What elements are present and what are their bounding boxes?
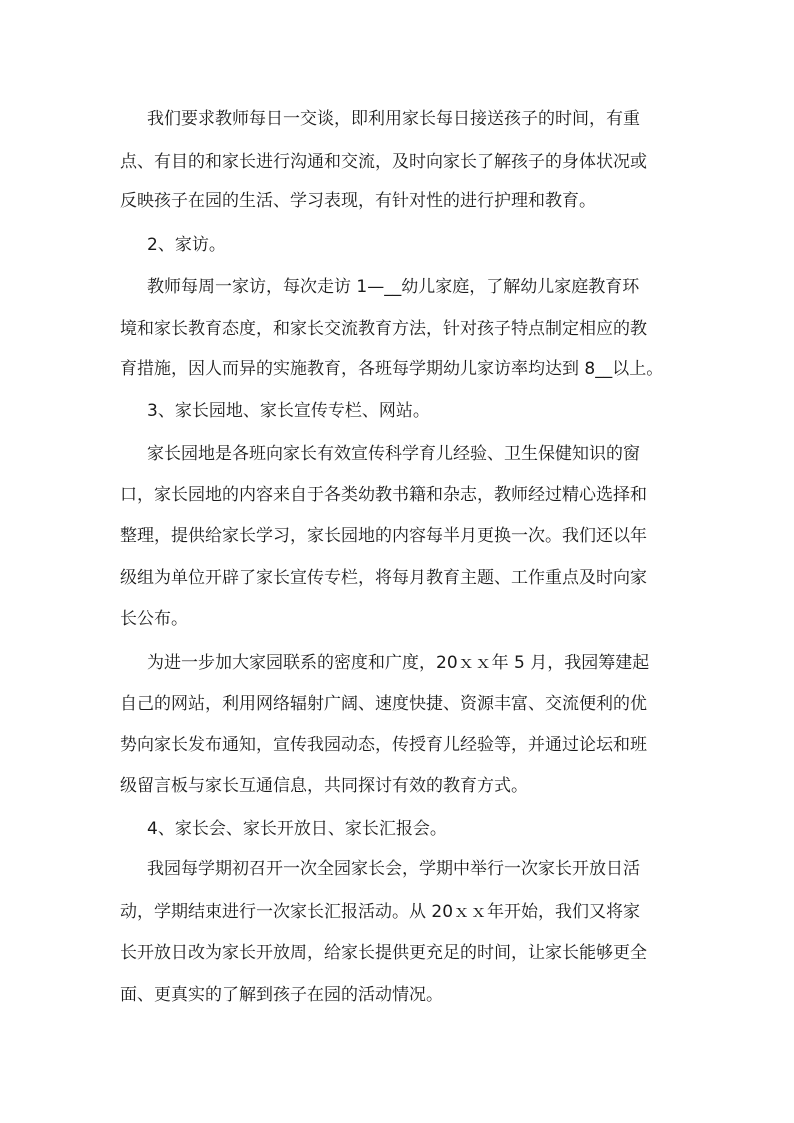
text-line: 境和家长教育态度，和家长交流教育方法，针对孩子特点制定相应的教	[120, 319, 647, 339]
text-line: 级留言板与家长互通信息，共同探讨有效的教育方式。	[120, 776, 528, 796]
text-line: 为进一步加大家园联系的密度和广度，20ｘｘ年 5 月，我园筹建起	[147, 653, 650, 673]
text-line: 动，学期结束进行一次家长汇报活动。从 20ｘｘ年开始，我们又将家	[120, 902, 641, 922]
section-heading: 4、家长会、家长开放日、家长汇报会。	[147, 819, 447, 839]
text-line: 我园每学期初召开一次全园家长会，学期中举行一次家长开放日活	[147, 859, 640, 879]
section-heading: 3、家长园地、家长宣传专栏、网站。	[147, 401, 430, 421]
text-line: 级组为单位开辟了家长宣传专栏，将每月教育主题、工作重点及时向家	[120, 568, 647, 588]
text-line: 势向家长发布通知，宣传我园动态，传授育儿经验等，并通过论坛和班	[120, 735, 647, 755]
section-heading: 2、家访。	[147, 235, 226, 255]
text-line: 点、有目的和家长进行沟通和交流，及时向家长了解孩子的身体状况或	[120, 152, 647, 172]
text-line: 反映孩子在园的生活、学习表现，有针对性的进行护理和教育。	[120, 191, 596, 211]
text-line: 自己的网站，利用网络辐射广阔、速度快捷、资源丰富、交流便利的优	[120, 694, 647, 714]
text-line: 我们要求教师每日一交谈，即利用家长每日接送孩子的时间，有重	[147, 109, 640, 129]
text-line: 面、更真实的了解到孩子在园的活动情况。	[120, 985, 443, 1005]
text-line: 育措施，因人而异的实施教育，各班每学期幼儿家访率均达到 8__以上。	[120, 359, 664, 379]
text-line: 口，家长园地的内容来自于各类幼教书籍和杂志，教师经过精心选择和	[120, 485, 647, 505]
text-line: 整理，提供给家长学习，家长园地的内容每半月更换一次。我们还以年	[120, 526, 647, 546]
text-line: 长公布。	[120, 609, 188, 629]
text-line: 家长园地是各班向家长有效宣传科学育儿经验、卫生保健知识的窗	[147, 444, 640, 464]
text-line: 长开放日改为家长开放周，给家长提供更充足的时间，让家长能够更全	[120, 943, 647, 963]
text-line: 教师每周一家访，每次走访 1—__幼儿家庭，了解幼儿家庭教育环	[147, 277, 640, 297]
